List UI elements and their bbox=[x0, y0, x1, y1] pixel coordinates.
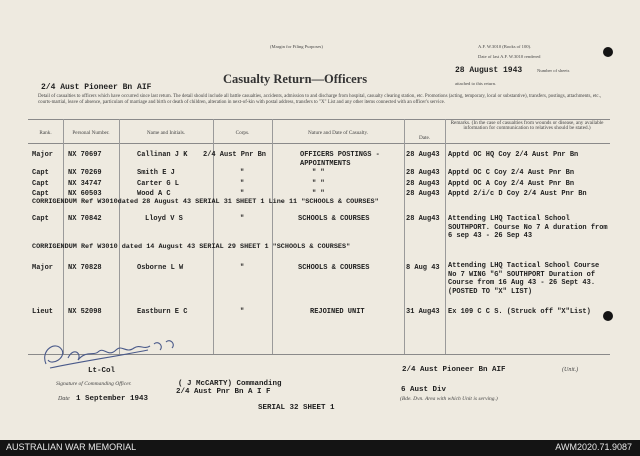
cell-remarks: Attending LHQ Tactical School SOUTHPORT. Course No 7 A duration from 6 sep 43 - 26 Sep 43 bbox=[448, 215, 608, 241]
cell-nature: REJOINED UNIT bbox=[310, 308, 365, 316]
unit-name: 2/4 Aust Pioneer Bn AIF bbox=[41, 83, 152, 92]
cell-corps: " bbox=[240, 180, 245, 188]
col-header-name: Name and Initials. bbox=[146, 130, 186, 136]
cell-date: 28 Aug43 bbox=[406, 169, 440, 177]
cell-number: NX 70842 bbox=[68, 215, 102, 223]
cell-nature: " " bbox=[312, 190, 325, 198]
cell-name: Osborne L W bbox=[137, 264, 184, 272]
cell-corps: " bbox=[240, 308, 245, 316]
co-unit: 2/4 Aust Pnr Bn A I F bbox=[176, 388, 271, 396]
cell-rank: Capt bbox=[32, 180, 49, 188]
cell-remarks: Attending LHQ Tactical School Course No 7 WING "G" SOUTHPORT Duration of Course from 16 Aug 43 - 26 Sept 43. (POSTED TO "X" LIST) bbox=[448, 262, 600, 296]
cell-remarks: Apptd OC HQ Coy 2/4 Aust Pnr Bn bbox=[448, 151, 579, 159]
cell-rank: Capt bbox=[32, 169, 49, 177]
handwritten-signature bbox=[38, 332, 188, 372]
corrigendum-line: CORRIGENDUM Ref W3010 dated 14 August 43 SERIAL 29 SHEET 1 "SCHOOLS & COURSES" bbox=[32, 243, 351, 251]
col-divider bbox=[119, 119, 120, 354]
cell-remarks: Apptd OC A Coy 2/4 Aust Pnr Bn bbox=[448, 180, 575, 188]
punch-hole bbox=[603, 47, 613, 57]
col-divider bbox=[272, 119, 273, 354]
col-header-nature: Nature and Date of Casualty. bbox=[307, 130, 369, 136]
cell-remarks: Ex 109 C C S. (Struck off "X"List) bbox=[448, 308, 591, 316]
attached-label: attached to this return. bbox=[455, 81, 497, 86]
form-ref: A.F. W.3010 (Books of 100). bbox=[478, 44, 532, 49]
cell-number: NX 34747 bbox=[68, 180, 102, 188]
cell-corps: " bbox=[240, 169, 245, 177]
cell-rank: Major bbox=[32, 264, 54, 272]
co-rank: Lt-Col bbox=[88, 367, 116, 375]
sheets-label: Number of sheets bbox=[537, 68, 570, 73]
archive-footer-bar bbox=[0, 440, 640, 456]
cell-date: 8 Aug 43 bbox=[406, 264, 440, 272]
div-value: 6 Aust Div bbox=[401, 386, 447, 394]
cell-name: Lloyd V S bbox=[145, 215, 183, 223]
cell-number: NX 70828 bbox=[68, 264, 102, 272]
cell-corps: " bbox=[240, 190, 245, 198]
cell-nature: OFFICERS POSTINGS - APPOINTMENTS bbox=[300, 151, 380, 168]
archive-name: AUSTRALIAN WAR MEMORIAL bbox=[6, 442, 137, 452]
col-divider bbox=[63, 119, 64, 354]
cell-name: Eastburn E C bbox=[137, 308, 188, 316]
cell-rank: Major bbox=[32, 151, 54, 159]
signature-label: Signature of Commanding Officer. bbox=[56, 381, 132, 387]
date-last-value: 28 August 1943 bbox=[455, 66, 523, 75]
cell-date: 28 Aug43 bbox=[406, 151, 440, 159]
cell-number: NX 70269 bbox=[68, 169, 102, 177]
cell-rank: Capt bbox=[32, 190, 49, 198]
cell-nature: " " bbox=[312, 180, 325, 188]
cell-corps: " bbox=[240, 264, 245, 272]
table-header-rule bbox=[28, 143, 610, 144]
accession-number: AWM2020.71.9087 bbox=[555, 442, 632, 452]
date-value: 1 September 1943 bbox=[76, 395, 149, 403]
co-name: ( J McCARTY) Commanding bbox=[178, 380, 282, 388]
punch-hole bbox=[603, 311, 613, 321]
cell-rank: Lieut bbox=[32, 308, 54, 316]
cell-date: 28 Aug43 bbox=[406, 190, 440, 198]
cell-date: 31 Aug43 bbox=[406, 308, 440, 316]
page-title: Casualty Return—Officers bbox=[223, 72, 368, 86]
cell-name: Wood A C bbox=[137, 190, 171, 198]
cell-rank: Capt bbox=[32, 215, 49, 223]
cell-nature: " " bbox=[312, 169, 325, 177]
cell-nature: SCHOOLS & COURSES bbox=[298, 264, 370, 272]
cell-name: Smith E J bbox=[137, 169, 175, 177]
col-header-number: Personal Number. bbox=[72, 130, 110, 136]
cell-corps: " bbox=[240, 215, 245, 223]
instructions: Detail of casualties to officers which have occurred since last return. The detail should include all battle casualties, accidents, admission to and discharge from hospital, casualty clearing station, etc. Promotions (acting, temporary, local or substantive), transfers, postings, attachments, etc., courts-martial, leave of absence, particulars of marriage and birth or death of children, alteration in next-of-kin with postal address, transfers to "X" List and any other items connected with an officer's service. bbox=[38, 94, 602, 105]
date-label: Date bbox=[58, 396, 70, 402]
date-last-label: Date of last A.F. W.3010 rendered bbox=[478, 54, 541, 59]
col-divider bbox=[404, 119, 405, 354]
cell-number: NX 60503 bbox=[68, 190, 102, 198]
col-header-corps: Corps. bbox=[235, 130, 250, 136]
cell-nature: SCHOOLS & COURSES bbox=[298, 215, 370, 223]
corrigendum-line: CORRIGENDUM Ref W3010dated 28 August 43 SERIAL 31 SHEET 1 Line 11 "SCHOOLS & COURSES" bbox=[32, 198, 379, 206]
cell-remarks: Apptd OC C Coy 2/4 Aust Pnr Bn bbox=[448, 169, 575, 177]
cell-number: NX 52098 bbox=[68, 308, 102, 316]
col-header-rank: Rank. bbox=[39, 130, 52, 136]
cell-corps: 2/4 Aust Pnr Bn bbox=[203, 151, 267, 159]
cell-number: NX 70697 bbox=[68, 151, 102, 159]
col-header-date: Date. bbox=[418, 135, 431, 141]
cell-name: Callinan J K bbox=[137, 151, 188, 159]
div-label: (Bde. Dvn. Area with which Unit is serving.) bbox=[400, 396, 498, 402]
serial: SERIAL 32 SHEET 1 bbox=[258, 404, 335, 412]
cell-name: Carter G L bbox=[137, 180, 180, 188]
unit-value: 2/4 Aust Pioneer Bn AIF bbox=[402, 366, 506, 374]
col-divider bbox=[445, 119, 446, 354]
cell-remarks: Apptd 2/i/c D Coy 2/4 Aust Pnr Bn bbox=[448, 190, 587, 198]
cell-date: 28 Aug43 bbox=[406, 215, 440, 223]
margin-note: (Margin for Filing Purposes) bbox=[270, 44, 323, 49]
cell-date: 28 Aug43 bbox=[406, 180, 440, 188]
unit-label: (Unit.) bbox=[562, 367, 579, 373]
col-header-remarks: Remarks. (In the case of casualties from wounds or disease, any available information for communication to relatives should be stated.) bbox=[450, 120, 604, 132]
